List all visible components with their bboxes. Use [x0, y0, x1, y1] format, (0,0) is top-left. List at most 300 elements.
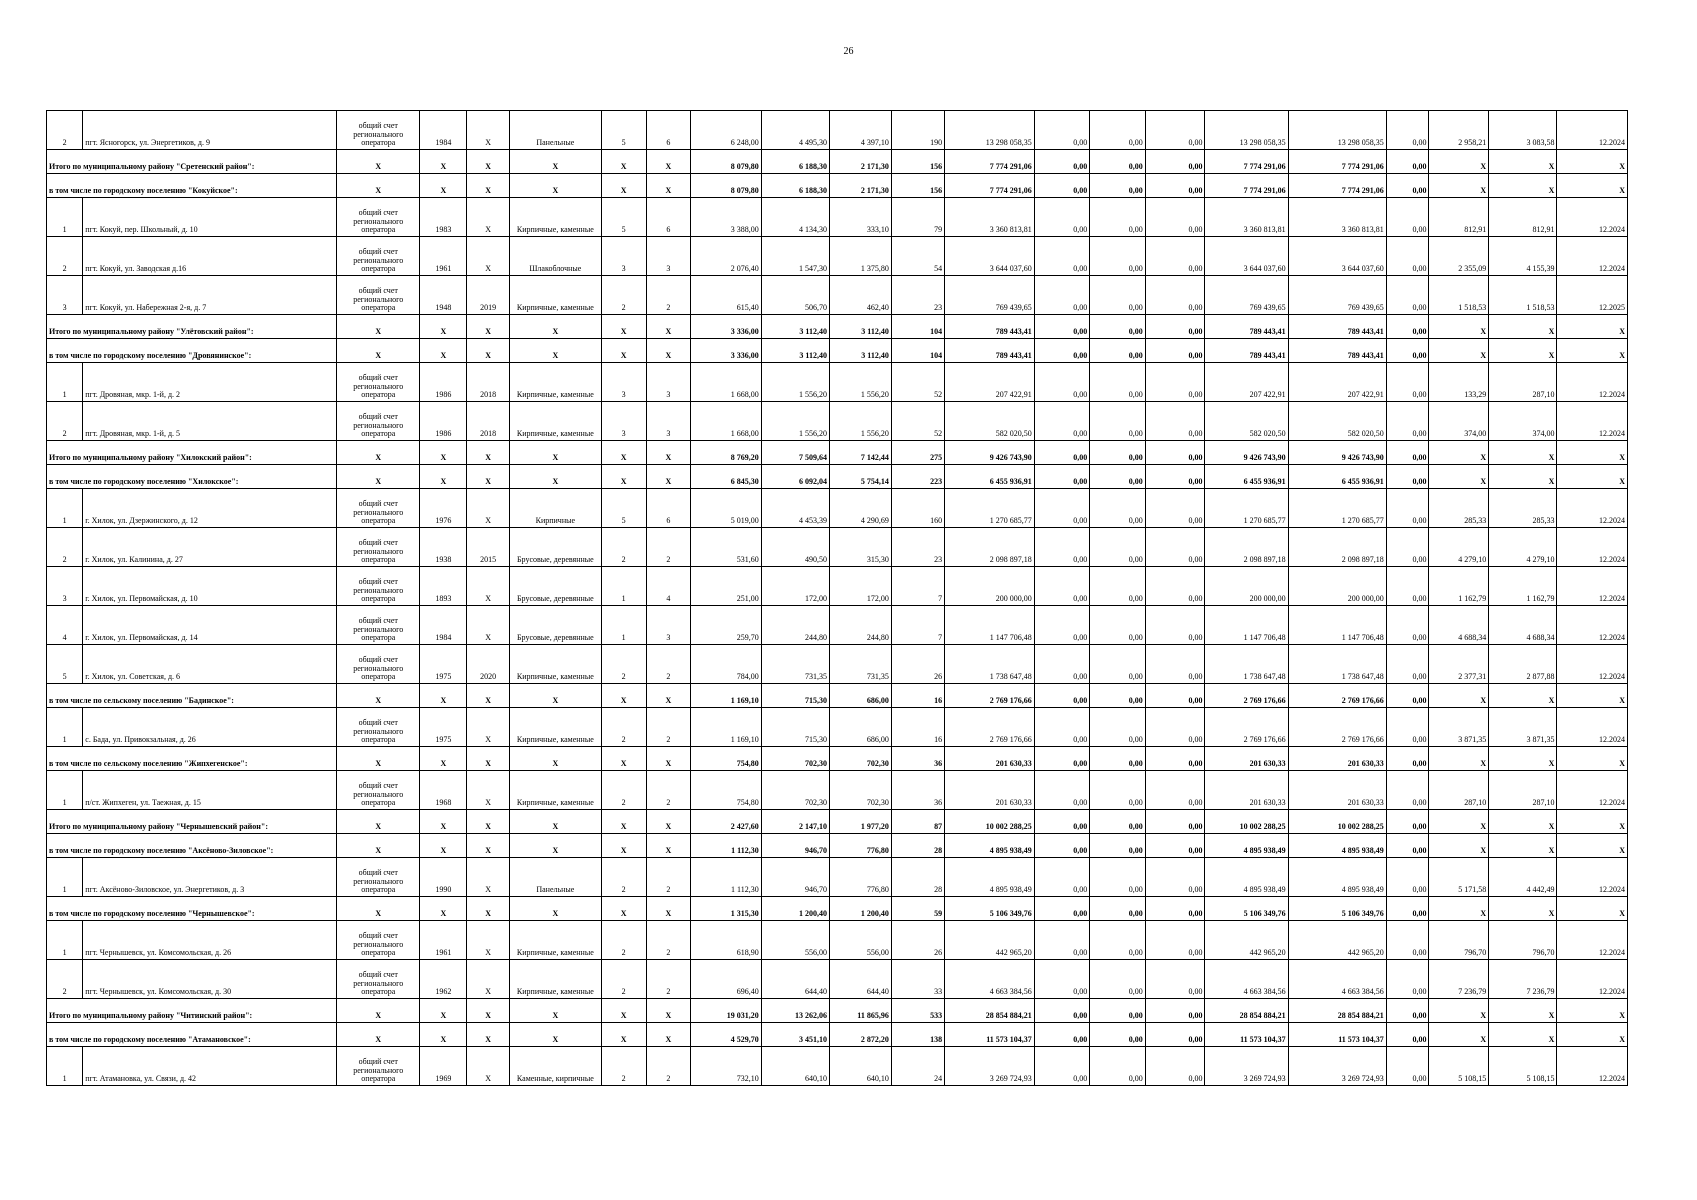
capital-repair-register-table [46, 110, 1628, 1086]
table-cell: X [646, 339, 691, 363]
table-cell: 1 [47, 858, 83, 897]
table-cell: 0,00 [1034, 684, 1089, 708]
table-cell: 533 [891, 999, 944, 1023]
table-cell: 3 451,10 [761, 1023, 829, 1047]
table-cell: 0,00 [1386, 276, 1429, 315]
table-cell: 13 262,06 [761, 999, 829, 1023]
table-cell: 87 [891, 810, 944, 834]
table-cell: X [646, 441, 691, 465]
table-cell: общий счет регионального оператора [337, 237, 420, 276]
table-cell: 2 [47, 237, 83, 276]
table-cell: 789 443,41 [945, 315, 1035, 339]
table-cell: 10 002 288,25 [1205, 810, 1288, 834]
table-cell: X [601, 465, 646, 489]
table-cell: 0,00 [1145, 339, 1205, 363]
table-cell: 2 769 176,66 [1205, 708, 1288, 747]
table-cell: X [601, 150, 646, 174]
table-cell: 731,35 [829, 645, 891, 684]
table-cell: 2 [47, 960, 83, 999]
table-cell: X [646, 315, 691, 339]
table-row [47, 402, 1628, 441]
table-cell: 4 [47, 606, 83, 645]
table-cell: 3 871,35 [1489, 708, 1557, 747]
table-cell: 12.2024 [1557, 606, 1628, 645]
table-cell: 1 [601, 567, 646, 606]
table-cell: Итого по муниципальному району "Читинский район": [47, 999, 337, 1023]
table-cell: X [646, 747, 691, 771]
table-cell: X [467, 606, 510, 645]
table-cell: 156 [891, 150, 944, 174]
table-cell: 1 [47, 771, 83, 810]
table-cell: X [601, 810, 646, 834]
table-cell: 3 [47, 567, 83, 606]
table-cell: X [467, 708, 510, 747]
table-cell: X [467, 747, 510, 771]
table-cell: 0,00 [1034, 363, 1089, 402]
table-cell: X [1557, 339, 1628, 363]
table-cell: X [1489, 810, 1557, 834]
table-cell: 789 443,41 [1205, 339, 1288, 363]
table-cell: 1 668,00 [691, 363, 761, 402]
table-cell: 1938 [420, 528, 467, 567]
table-cell: 315,30 [829, 528, 891, 567]
table-cell: 3 388,00 [691, 198, 761, 237]
table-cell: 4 895 938,49 [945, 834, 1035, 858]
table-cell: 8 079,80 [691, 174, 761, 198]
table-cell: 6 188,30 [761, 174, 829, 198]
table-cell: X [420, 174, 467, 198]
table-cell: X [420, 999, 467, 1023]
table-row [47, 111, 1628, 150]
table-cell: X [420, 834, 467, 858]
table-cell: 784,00 [691, 645, 761, 684]
table-cell: 0,00 [1145, 960, 1205, 999]
table-cell: 0,00 [1034, 708, 1089, 747]
table-cell: X [467, 150, 510, 174]
table-cell: 7 236,79 [1429, 960, 1489, 999]
table-cell: 0,00 [1386, 111, 1429, 150]
table-cell: 1968 [420, 771, 467, 810]
table-cell: 1 518,53 [1489, 276, 1557, 315]
table-cell: 0,00 [1090, 528, 1145, 567]
table-cell: г. Хилок, ул. Дзержинского, д. 12 [83, 489, 337, 528]
table-cell: X [1557, 315, 1628, 339]
table-cell: 9 426 743,90 [945, 441, 1035, 465]
table-cell: 1 738 647,48 [1205, 645, 1288, 684]
table-cell: 33 [891, 960, 944, 999]
table-cell: 1 556,20 [761, 363, 829, 402]
table-cell: 1 [47, 198, 83, 237]
table-cell: X [337, 465, 420, 489]
table-cell: 190 [891, 111, 944, 150]
subtotal-row [47, 339, 1628, 363]
table-cell: X [337, 684, 420, 708]
table-cell: X [467, 174, 510, 198]
table-cell: 0,00 [1386, 237, 1429, 276]
table-cell: X [1489, 897, 1557, 921]
table-cell: 0,00 [1386, 339, 1429, 363]
table-cell: X [1557, 684, 1628, 708]
table-cell: 0,00 [1386, 921, 1429, 960]
subtotal-row [47, 150, 1628, 174]
table-cell: X [509, 315, 601, 339]
table-cell: 812,91 [1489, 198, 1557, 237]
table-cell: 0,00 [1145, 810, 1205, 834]
table-cell: X [509, 1023, 601, 1047]
table-cell: 0,00 [1145, 402, 1205, 441]
table-cell: 618,90 [691, 921, 761, 960]
table-cell: 1 147 706,48 [945, 606, 1035, 645]
table-cell: X [420, 339, 467, 363]
table-cell: 0,00 [1386, 150, 1429, 174]
table-cell: X [467, 198, 510, 237]
table-cell: 0,00 [1145, 276, 1205, 315]
table-cell: Брусовые, деревянные [509, 528, 601, 567]
table-cell: г. Хилок, ул. Первомайская, д. 14 [83, 606, 337, 645]
table-row [47, 1047, 1628, 1086]
table-cell: 2 098 897,18 [1288, 528, 1386, 567]
table-cell: 12.2024 [1557, 198, 1628, 237]
table-cell: X [601, 315, 646, 339]
table-cell: 3 269 724,93 [1205, 1047, 1288, 1086]
table-cell: общий счет регионального оператора [337, 111, 420, 150]
table-cell: общий счет регионального оператора [337, 198, 420, 237]
table-cell: 3 644 037,60 [1288, 237, 1386, 276]
table-cell: 201 630,33 [1205, 771, 1288, 810]
table-cell: 26 [891, 921, 944, 960]
table-cell: 207 422,91 [945, 363, 1035, 402]
table-cell: 0,00 [1145, 645, 1205, 684]
table-cell: X [509, 339, 601, 363]
table-cell: 0,00 [1034, 150, 1089, 174]
table-cell: X [601, 999, 646, 1023]
table-cell: 4 [646, 567, 691, 606]
table-cell: 54 [891, 237, 944, 276]
table-cell: пгт. Аксёново-Зиловское, ул. Энергетиков, д. 3 [83, 858, 337, 897]
table-cell: 2 [646, 960, 691, 999]
table-cell: X [420, 315, 467, 339]
table-cell: X [467, 810, 510, 834]
table-cell: 2 [601, 276, 646, 315]
subtotal-row [47, 999, 1628, 1023]
table-cell: 0,00 [1034, 198, 1089, 237]
table-cell: 5 [601, 198, 646, 237]
table-cell: 0,00 [1034, 111, 1089, 150]
table-cell: Итого по муниципальному району "Хилокский район": [47, 441, 337, 465]
table-cell: 0,00 [1386, 708, 1429, 747]
table-cell: 5 108,15 [1489, 1047, 1557, 1086]
table-cell: 3 [601, 402, 646, 441]
table-cell: 5 [47, 645, 83, 684]
table-cell: пгт. Кокуй, ул. Набережная 2-я, д. 7 [83, 276, 337, 315]
table-cell: 0,00 [1034, 645, 1089, 684]
table-cell: 12.2025 [1557, 276, 1628, 315]
table-cell: X [1489, 174, 1557, 198]
table-cell: 6 455 936,91 [1288, 465, 1386, 489]
table-cell: 789 443,41 [1205, 315, 1288, 339]
table-cell: 0,00 [1034, 999, 1089, 1023]
table-cell: 172,00 [829, 567, 891, 606]
table-cell: 490,50 [761, 528, 829, 567]
table-cell: 2 958,21 [1429, 111, 1489, 150]
table-cell: 715,30 [761, 708, 829, 747]
table-cell: общий счет регионального оператора [337, 567, 420, 606]
table-cell: 702,30 [761, 747, 829, 771]
table-cell: 172,00 [761, 567, 829, 606]
table-cell: 3 112,40 [829, 339, 891, 363]
table-cell: 12.2024 [1557, 528, 1628, 567]
table-cell: 3 [47, 276, 83, 315]
table-cell: 0,00 [1034, 528, 1089, 567]
table-cell: 2 [601, 921, 646, 960]
table-cell: 686,00 [829, 684, 891, 708]
table-cell: 1 169,10 [691, 684, 761, 708]
table-cell: 2018 [467, 402, 510, 441]
table-cell: 556,00 [761, 921, 829, 960]
table-cell: 644,40 [829, 960, 891, 999]
table-cell: X [420, 684, 467, 708]
table-cell: 0,00 [1386, 363, 1429, 402]
table-cell: 1 556,20 [829, 363, 891, 402]
table-cell: 36 [891, 747, 944, 771]
table-cell: 3 336,00 [691, 339, 761, 363]
table-cell: 13 298 058,35 [1288, 111, 1386, 150]
table-cell: 2 [601, 528, 646, 567]
table-cell: 6 455 936,91 [945, 465, 1035, 489]
table-cell: 0,00 [1034, 276, 1089, 315]
table-cell: X [1429, 834, 1489, 858]
table-cell: X [467, 834, 510, 858]
table-cell: X [1489, 339, 1557, 363]
table-cell: 1 [47, 1047, 83, 1086]
table-row [47, 363, 1628, 402]
table-cell: 2 769 176,66 [1288, 708, 1386, 747]
table-cell: X [1489, 465, 1557, 489]
table-cell: 7 774 291,06 [1288, 174, 1386, 198]
table-cell: 0,00 [1034, 1023, 1089, 1047]
table-cell: 3 644 037,60 [1205, 237, 1288, 276]
table-cell: 0,00 [1386, 1047, 1429, 1086]
table-cell: X [509, 999, 601, 1023]
table-cell: X [509, 465, 601, 489]
table-cell: X [337, 999, 420, 1023]
table-cell: 1 [47, 708, 83, 747]
table-cell: 7 774 291,06 [1205, 174, 1288, 198]
table-cell: 0,00 [1090, 858, 1145, 897]
table-cell: 556,00 [829, 921, 891, 960]
table-cell: X [1429, 465, 1489, 489]
table-cell: 16 [891, 684, 944, 708]
table-cell: Кирпичные, каменные [509, 645, 601, 684]
table-cell: Брусовые, деревянные [509, 567, 601, 606]
table-row [47, 645, 1628, 684]
table-cell: 2 098 897,18 [1205, 528, 1288, 567]
table-cell: 200 000,00 [1288, 567, 1386, 606]
table-cell: 640,10 [761, 1047, 829, 1086]
table-cell: X [646, 999, 691, 1023]
table-cell: 0,00 [1145, 111, 1205, 150]
table-cell: 10 002 288,25 [945, 810, 1035, 834]
table-cell: 0,00 [1145, 528, 1205, 567]
table-cell: 28 854 884,21 [1288, 999, 1386, 1023]
table-cell: 16 [891, 708, 944, 747]
table-cell: 0,00 [1090, 339, 1145, 363]
table-cell: 3 [646, 363, 691, 402]
table-cell: X [467, 1023, 510, 1047]
table-cell: 0,00 [1145, 771, 1205, 810]
table-cell: 2 377,31 [1429, 645, 1489, 684]
table-cell: X [1489, 747, 1557, 771]
table-cell: Каменные, кирпичные [509, 1047, 601, 1086]
table-cell: 28 854 884,21 [1205, 999, 1288, 1023]
table-cell: 201 630,33 [945, 771, 1035, 810]
table-cell: 200 000,00 [1205, 567, 1288, 606]
table-cell: 1986 [420, 363, 467, 402]
table-cell: X [1429, 339, 1489, 363]
table-cell: 285,33 [1489, 489, 1557, 528]
subtotal-row [47, 810, 1628, 834]
table-cell: X [1489, 999, 1557, 1023]
table-cell: 531,60 [691, 528, 761, 567]
table-cell: г. Хилок, ул. Калинина, д. 27 [83, 528, 337, 567]
table-cell: 2018 [467, 363, 510, 402]
table-cell: 1 169,10 [691, 708, 761, 747]
table-cell: 1986 [420, 402, 467, 441]
table-row [47, 921, 1628, 960]
table-cell: 1948 [420, 276, 467, 315]
table-cell: X [646, 465, 691, 489]
table-cell: 1893 [420, 567, 467, 606]
table-cell: 2 147,10 [761, 810, 829, 834]
table-cell: 0,00 [1145, 921, 1205, 960]
table-cell: 4 134,30 [761, 198, 829, 237]
table-cell: общий счет регионального оператора [337, 528, 420, 567]
table-cell: 3 [601, 237, 646, 276]
table-cell: 0,00 [1090, 999, 1145, 1023]
table-cell: 1983 [420, 198, 467, 237]
table-cell: 0,00 [1386, 897, 1429, 921]
table-cell: 946,70 [761, 858, 829, 897]
table-cell: X [467, 684, 510, 708]
table-cell: X [467, 339, 510, 363]
table-cell: 13 298 058,35 [1205, 111, 1288, 150]
table-cell: 582 020,50 [945, 402, 1035, 441]
table-cell: 3 360 813,81 [945, 198, 1035, 237]
table-cell: 207 422,91 [1205, 363, 1288, 402]
table-cell: 0,00 [1386, 315, 1429, 339]
table-cell: 0,00 [1145, 441, 1205, 465]
table-cell: 2020 [467, 645, 510, 684]
table-cell: X [420, 747, 467, 771]
table-cell: 3 360 813,81 [1288, 198, 1386, 237]
table-cell: 0,00 [1145, 174, 1205, 198]
table-cell: 0,00 [1090, 921, 1145, 960]
table-cell: X [420, 1023, 467, 1047]
table-cell: X [420, 810, 467, 834]
table-cell: 2 [601, 1047, 646, 1086]
table-cell: 442 965,20 [1288, 921, 1386, 960]
table-cell: 201 630,33 [1288, 747, 1386, 771]
table-cell: X [467, 960, 510, 999]
table-cell: X [337, 747, 420, 771]
table-cell: X [1489, 441, 1557, 465]
table-cell: X [420, 897, 467, 921]
table-cell: 24 [891, 1047, 944, 1086]
table-cell: 5 106 349,76 [945, 897, 1035, 921]
table-cell: Кирпичные [509, 489, 601, 528]
table-cell: 0,00 [1386, 198, 1429, 237]
table-row [47, 528, 1628, 567]
table-cell: общий счет регионального оператора [337, 708, 420, 747]
table-cell: 2 355,09 [1429, 237, 1489, 276]
table-cell: 2 [646, 771, 691, 810]
table-cell: 0,00 [1090, 771, 1145, 810]
table-cell: X [601, 339, 646, 363]
table-cell: 12.2024 [1557, 921, 1628, 960]
table-cell: 0,00 [1386, 645, 1429, 684]
table-cell: 10 002 288,25 [1288, 810, 1386, 834]
table-cell: 0,00 [1034, 834, 1089, 858]
table-cell: 7 [891, 567, 944, 606]
table-cell: 207 422,91 [1288, 363, 1386, 402]
table-cell: пгт. Дровяная, мкр. 1-й, д. 2 [83, 363, 337, 402]
table-cell: 11 865,96 [829, 999, 891, 1023]
table-cell: 1 270 685,77 [945, 489, 1035, 528]
table-cell: 333,10 [829, 198, 891, 237]
table-cell: 1962 [420, 960, 467, 999]
table-cell: 702,30 [761, 771, 829, 810]
table-cell: в том числе по городскому поселению "Аксёново-Зиловское": [47, 834, 337, 858]
table-cell: 26 [891, 645, 944, 684]
table-cell: Кирпичные, каменные [509, 363, 601, 402]
table-cell: 23 [891, 276, 944, 315]
table-cell: 3 871,35 [1429, 708, 1489, 747]
table-cell: 3 360 813,81 [1205, 198, 1288, 237]
subtotal-row [47, 315, 1628, 339]
table-cell: 0,00 [1034, 315, 1089, 339]
table-cell: общий счет регионального оператора [337, 858, 420, 897]
table-cell: 4 290,69 [829, 489, 891, 528]
table-cell: 1 162,79 [1429, 567, 1489, 606]
table-cell: 0,00 [1034, 858, 1089, 897]
table-cell: 946,70 [761, 834, 829, 858]
table-cell: 4 495,30 [761, 111, 829, 150]
table-cell: X [1557, 747, 1628, 771]
table-cell: X [509, 150, 601, 174]
table-cell: X [1557, 897, 1628, 921]
table-cell: X [467, 999, 510, 1023]
table-cell: X [509, 684, 601, 708]
table-cell: 5 106 349,76 [1205, 897, 1288, 921]
table-cell: пгт. Атамановка, ул. Связи, д. 42 [83, 1047, 337, 1086]
table-cell: 0,00 [1386, 810, 1429, 834]
table-cell: 1 375,80 [829, 237, 891, 276]
table-cell: 201 630,33 [1288, 771, 1386, 810]
table-cell: 12.2024 [1557, 771, 1628, 810]
table-cell: 1 738 647,48 [945, 645, 1035, 684]
table-cell: Итого по муниципальному району "Улётовский район": [47, 315, 337, 339]
table-cell: 1 147 706,48 [1205, 606, 1288, 645]
table-cell: 0,00 [1034, 339, 1089, 363]
table-cell: X [646, 1023, 691, 1047]
table-cell: Кирпичные, каменные [509, 921, 601, 960]
table-cell: X [467, 441, 510, 465]
table-cell: общий счет регионального оператора [337, 771, 420, 810]
table-cell: 2015 [467, 528, 510, 567]
table-row [47, 489, 1628, 528]
table-cell: X [467, 897, 510, 921]
table-cell: 0,00 [1090, 645, 1145, 684]
